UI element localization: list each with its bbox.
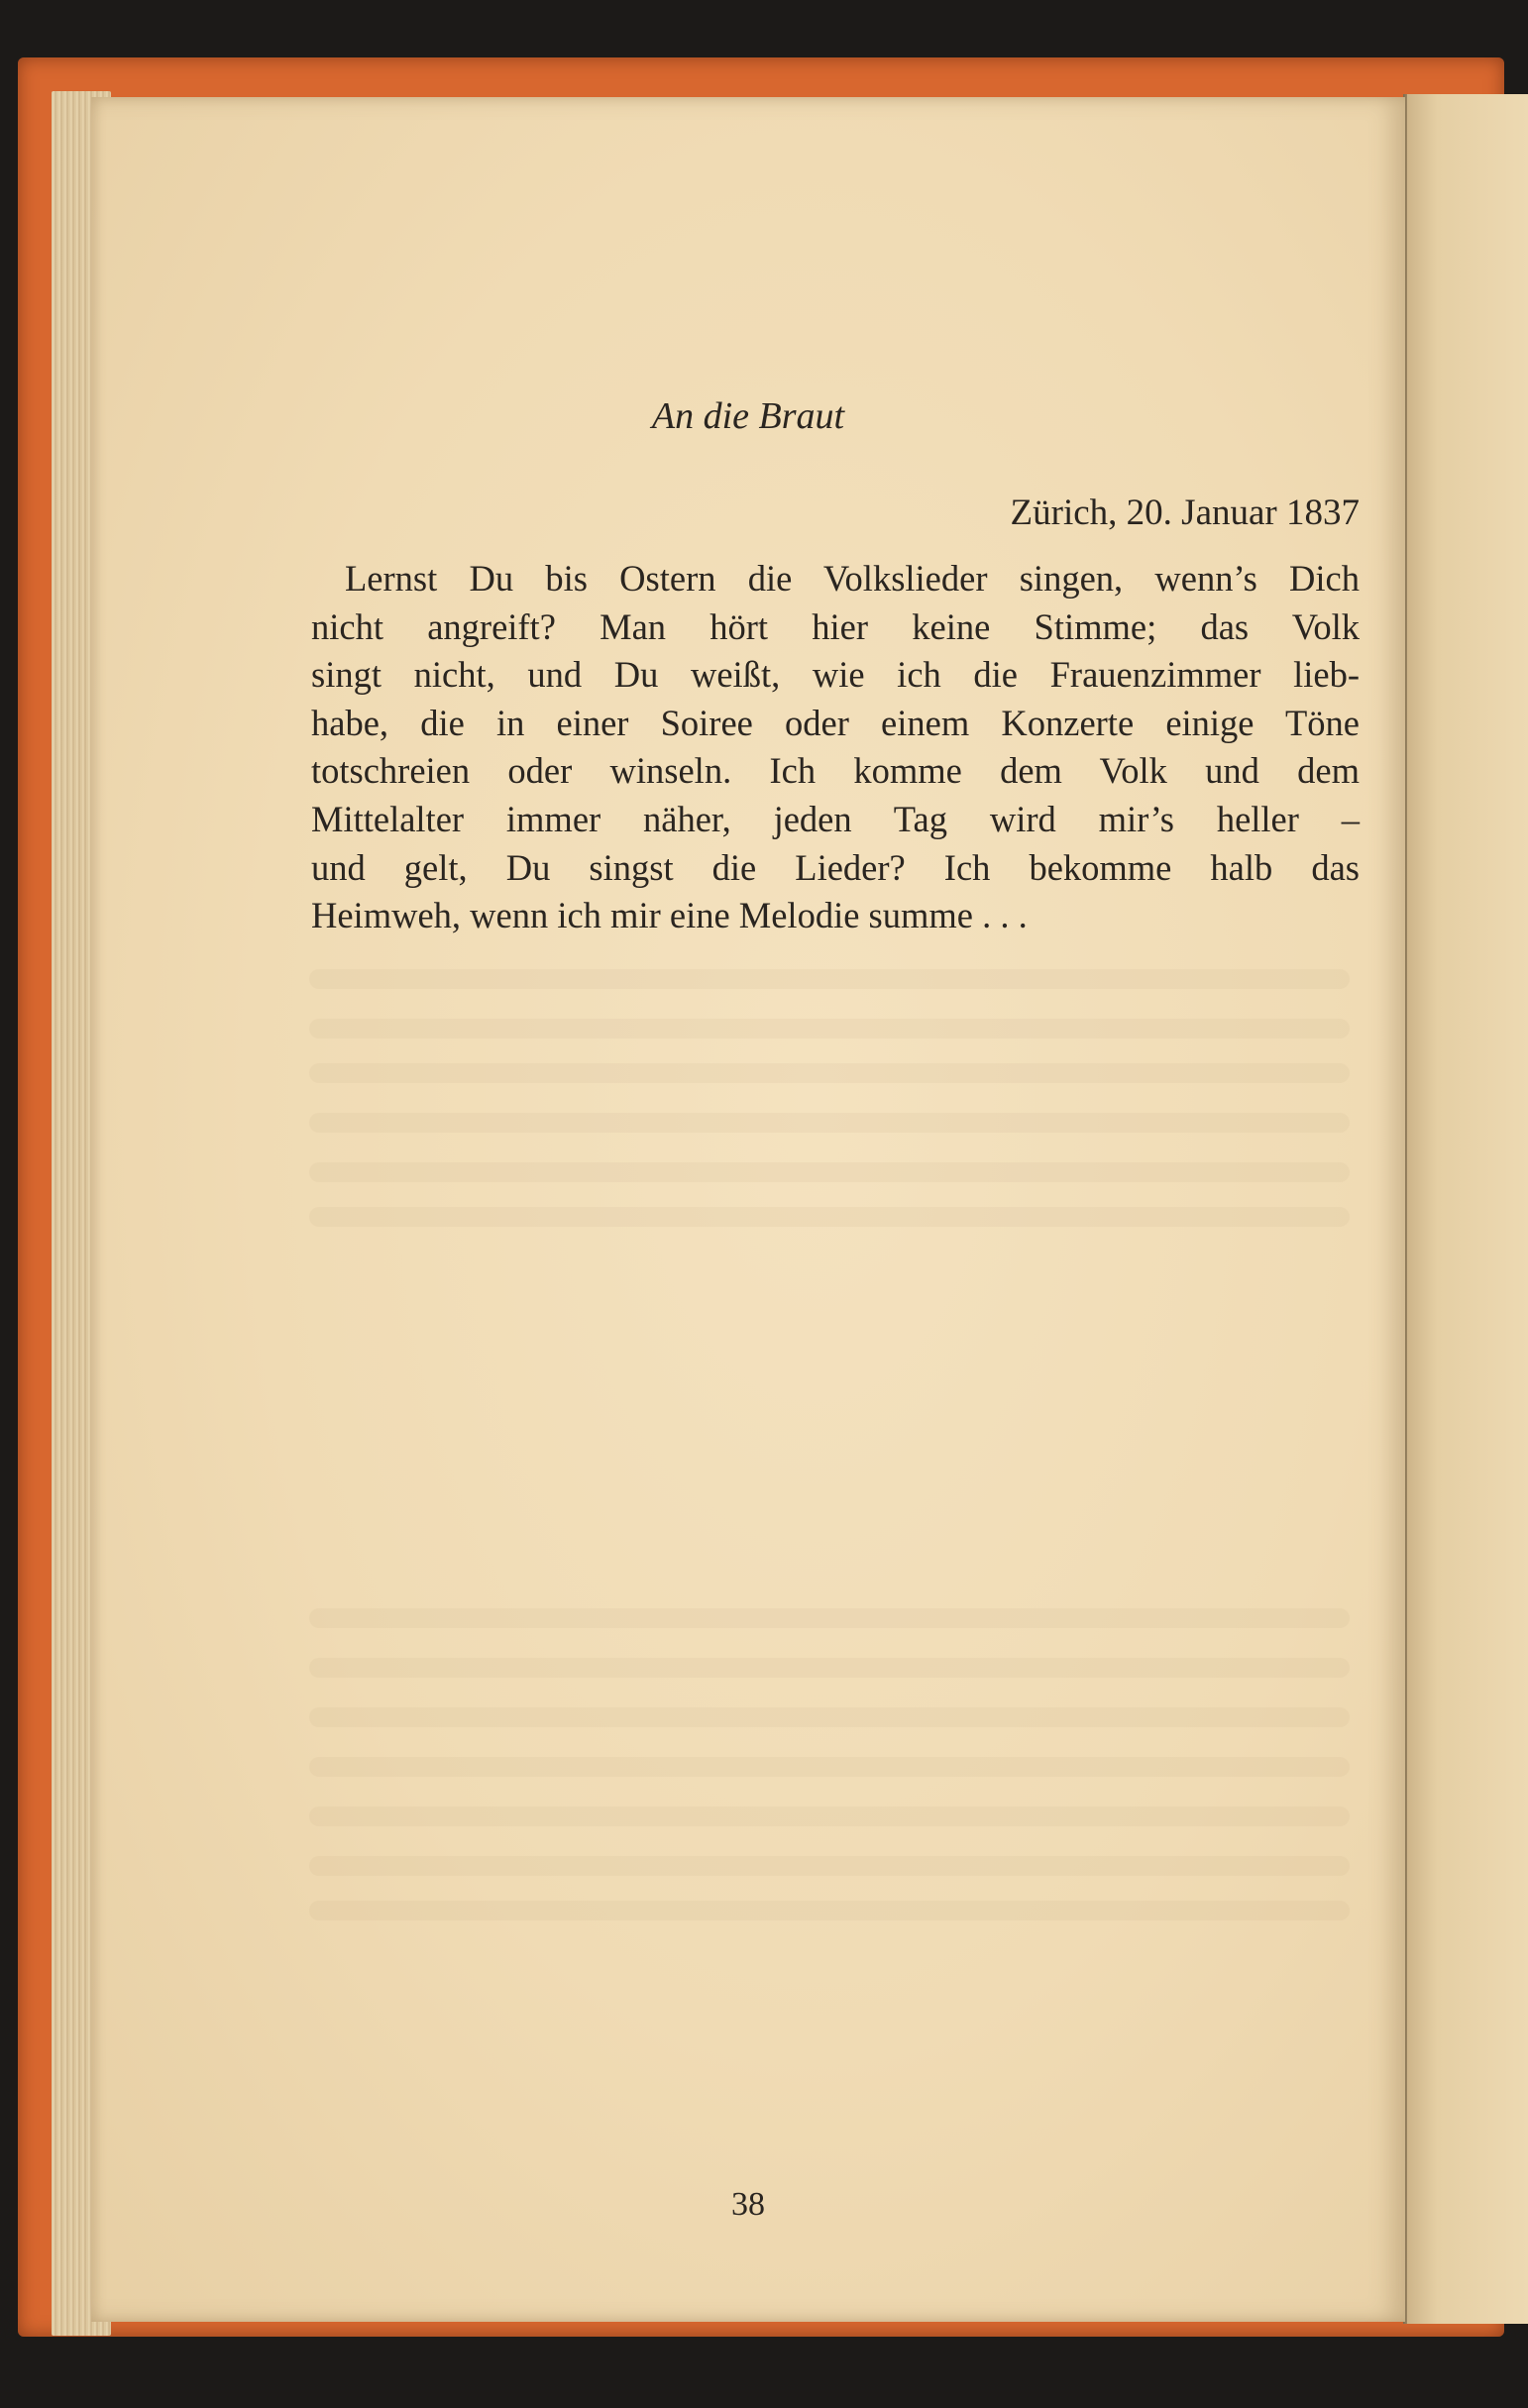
show-through-line	[309, 1207, 1350, 1227]
letter-heading: An die Braut	[651, 395, 845, 437]
show-through-line	[309, 1019, 1350, 1039]
body-line: habe, die in einer Soiree oder einem Konzerte einige Töne	[311, 702, 1360, 743]
body-line: Lernst Du bis Ostern die Volkslieder singen, wenn’s Dich	[345, 558, 1360, 599]
show-through-line	[309, 969, 1350, 989]
body-line: und gelt, Du singst die Lieder? Ich bekomme halb das	[311, 846, 1360, 888]
show-through-line	[309, 1901, 1350, 1920]
body-line: Heimweh, wenn ich mir eine Melodie summe . . .	[311, 895, 1028, 936]
show-through-line	[309, 1757, 1350, 1777]
letter-dateline: Zürich, 20. Januar 1837	[1010, 493, 1360, 533]
show-through-line	[309, 1658, 1350, 1678]
show-through-line	[309, 1707, 1350, 1727]
show-through-line	[309, 1806, 1350, 1826]
show-through-line	[309, 1856, 1350, 1876]
letter-body	[311, 555, 1360, 940]
show-through-line	[309, 1608, 1350, 1628]
show-through-line	[309, 1162, 1350, 1182]
page-number: 38	[731, 2186, 765, 2223]
body-line: Mittelalter immer näher, jeden Tag wird mir’s heller –	[311, 798, 1360, 839]
body-line: nicht angreift? Man hört hier keine Stimme; das Volk	[311, 605, 1360, 647]
show-through-line	[309, 1063, 1350, 1083]
body-line: totschreien oder winseln. Ich komme dem Volk und dem	[311, 750, 1360, 792]
facing-page	[1407, 94, 1528, 2324]
book-page	[91, 97, 1405, 2322]
body-line: singt nicht, und Du weißt, wie ich die Frauenzimmer lieb-	[311, 654, 1360, 696]
show-through-line	[309, 1113, 1350, 1133]
